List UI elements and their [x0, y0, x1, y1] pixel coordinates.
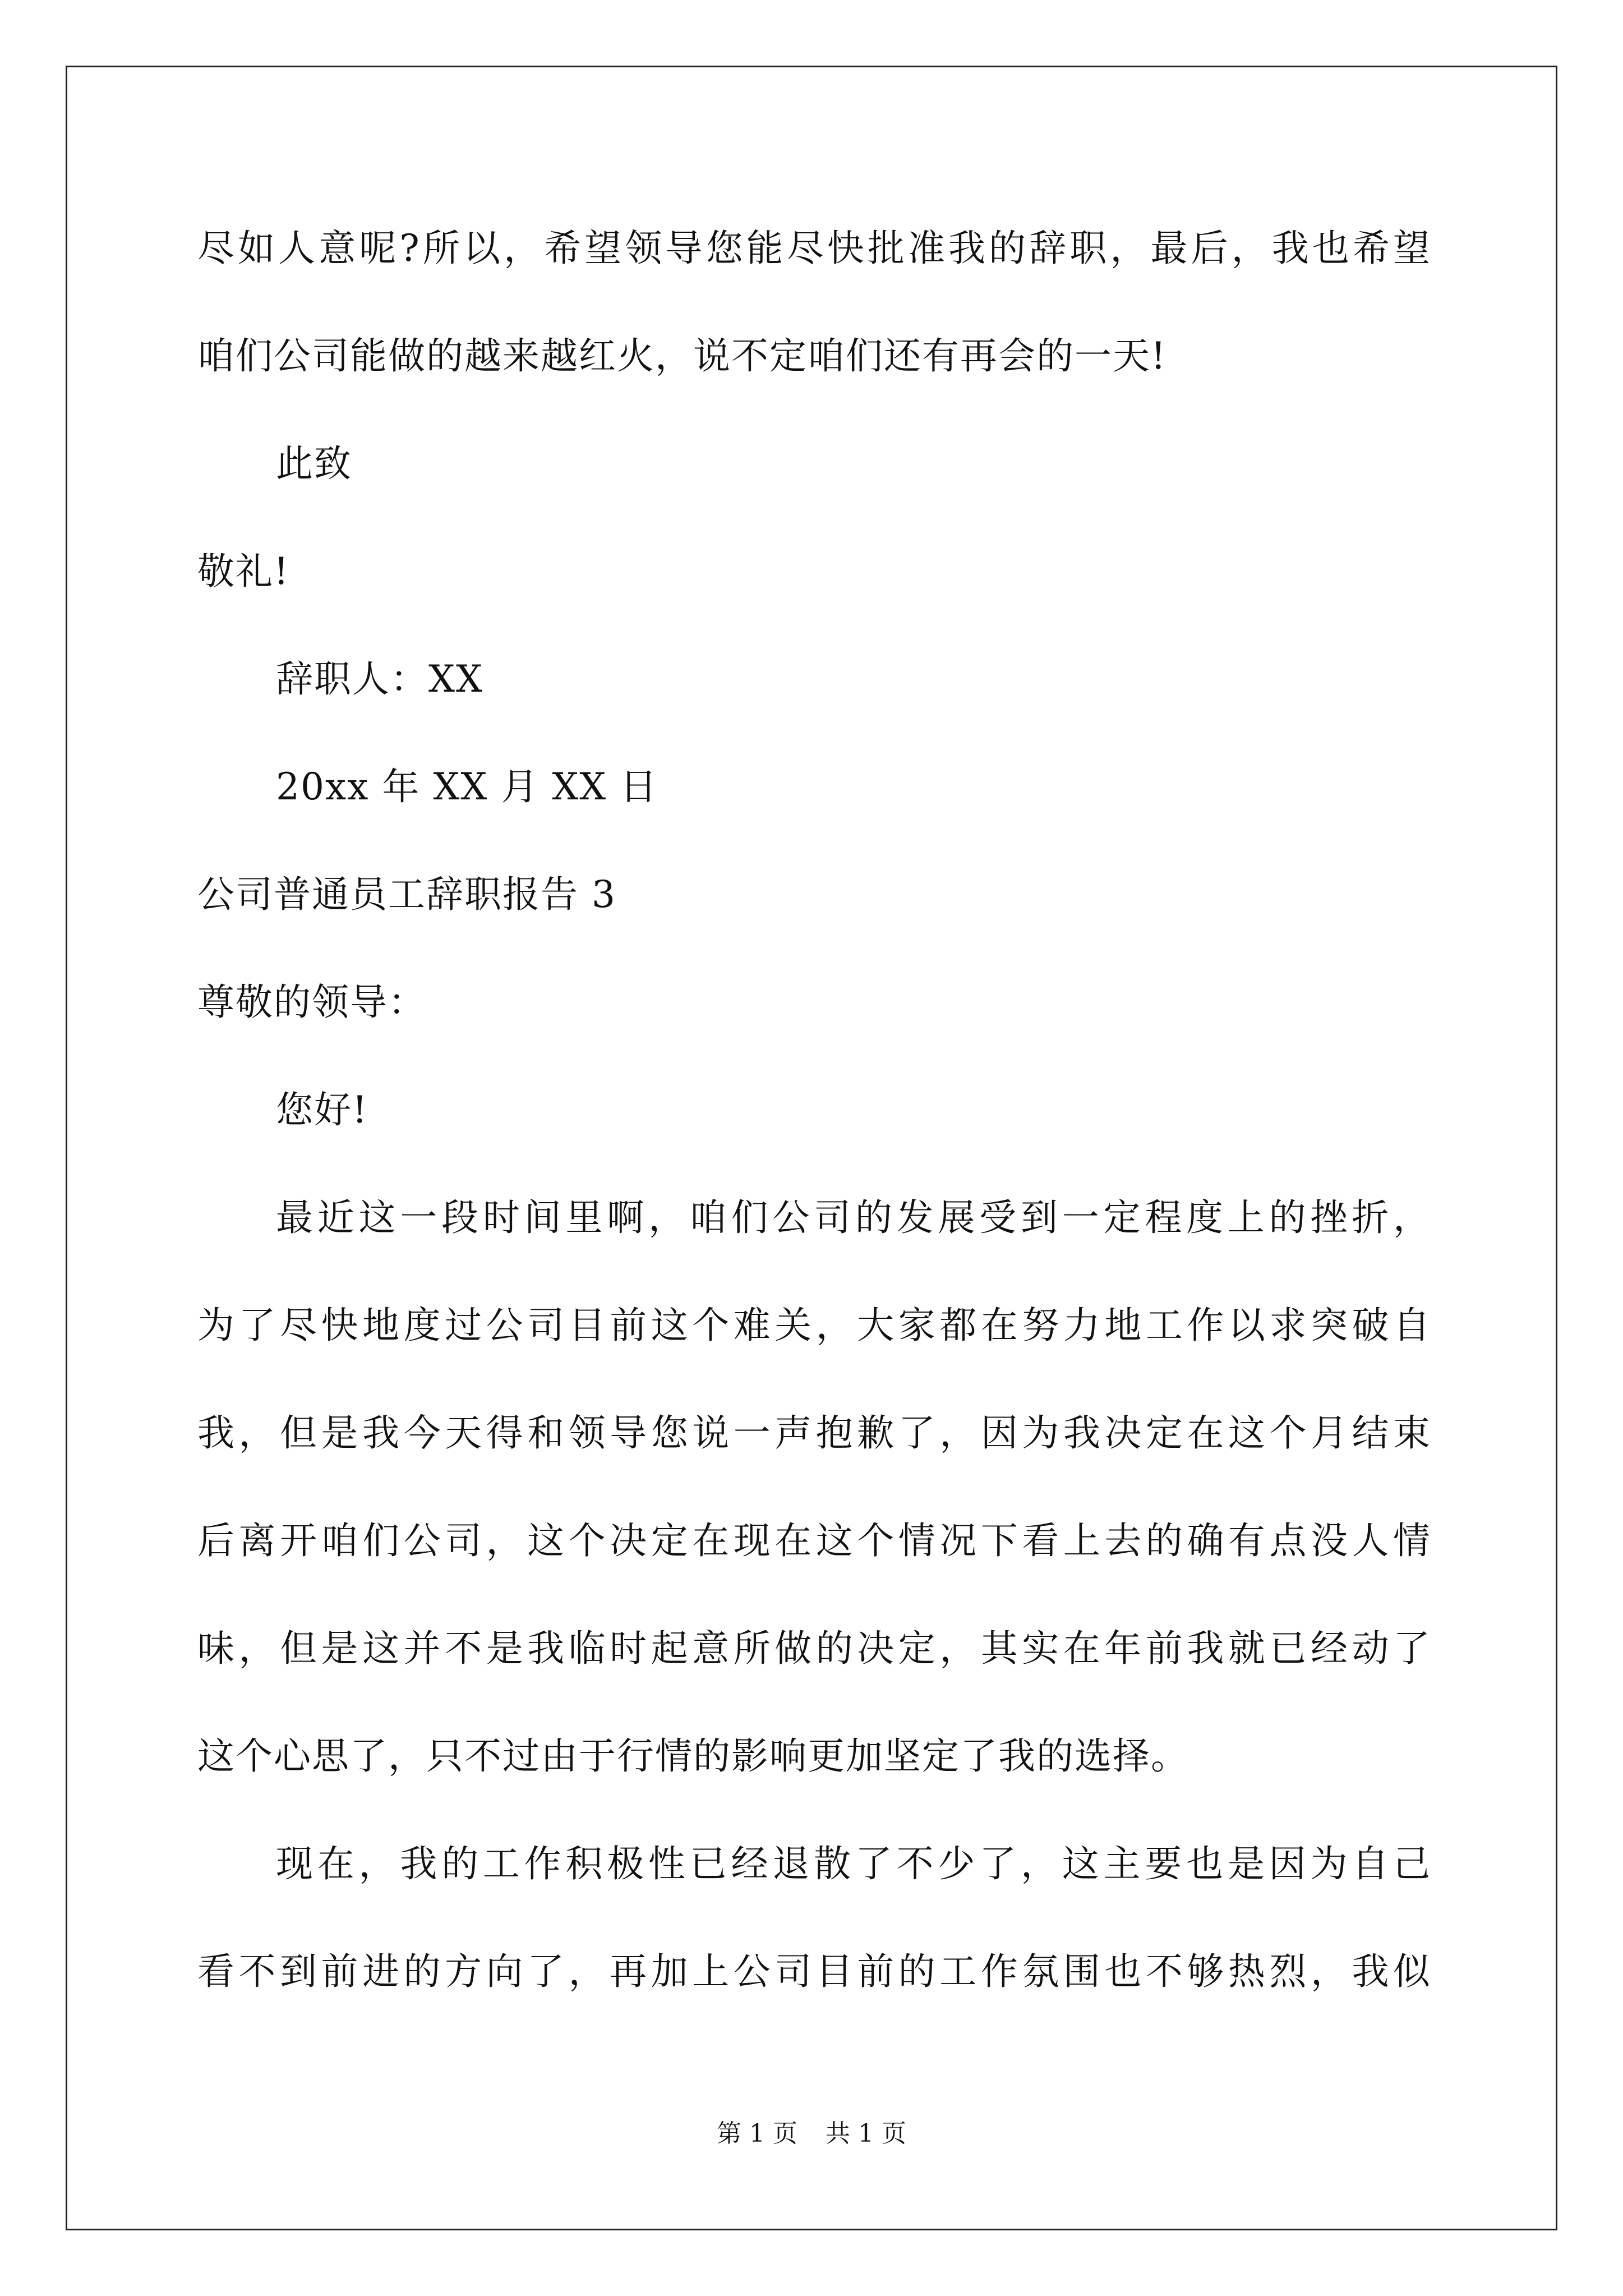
paragraph-line: 味，但是这并不是我临时起意所做的决定，其实在年前我就已经动了 — [197, 1627, 1431, 1670]
paragraph-line: 后离开咱们公司，这个决定在现在这个情况下看上去的确有点没人情 — [197, 1519, 1431, 1562]
paragraph-line: 咱们公司能做的越来越红火，说不定咱们还有再会的一天! — [197, 334, 1167, 378]
section-title: 公司普通员工辞职报告 3 — [197, 873, 616, 916]
closing-regards: 敬礼! — [197, 550, 290, 593]
paragraph-line: 看不到前进的方向了，再加上公司目前的工作氛围也不够热烈，我似 — [197, 1950, 1431, 1993]
signature-line: 辞职人：XX — [276, 657, 483, 701]
paragraph-line: 现在，我的工作积极性已经退散了不少了，这主要也是因为自己 — [276, 1842, 1431, 1885]
page-number-current: 第 1 页 — [717, 2119, 797, 2148]
page-number-total: 共 1 页 — [826, 2119, 906, 2148]
page-border — [66, 66, 1557, 2230]
paragraph-line: 我，但是我今天得和领导您说一声抱歉了，因为我决定在这个月结束 — [197, 1411, 1431, 1455]
paragraph-line: 尽如人意呢?所以，希望领导您能尽快批准我的辞职，最后，我也希望 — [197, 227, 1431, 270]
greeting: 您好! — [276, 1088, 368, 1131]
paragraph-line: 为了尽快地度过公司目前这个难关，大家都在努力地工作以求突破自 — [197, 1304, 1431, 1347]
paragraph-line: 这个心思了，只不过由于行情的影响更加坚定了我的选择。 — [197, 1734, 1189, 1778]
closing-salutation: 此致 — [276, 442, 352, 485]
page-footer — [0, 2119, 1623, 2148]
paragraph-line: 最近这一段时间里啊，咱们公司的发展受到一定程度上的挫折， — [276, 1196, 1431, 1239]
greeting-recipient: 尊敬的领导： — [197, 981, 426, 1024]
date-line: 20xx 年 XX 月 XX 日 — [276, 765, 658, 808]
